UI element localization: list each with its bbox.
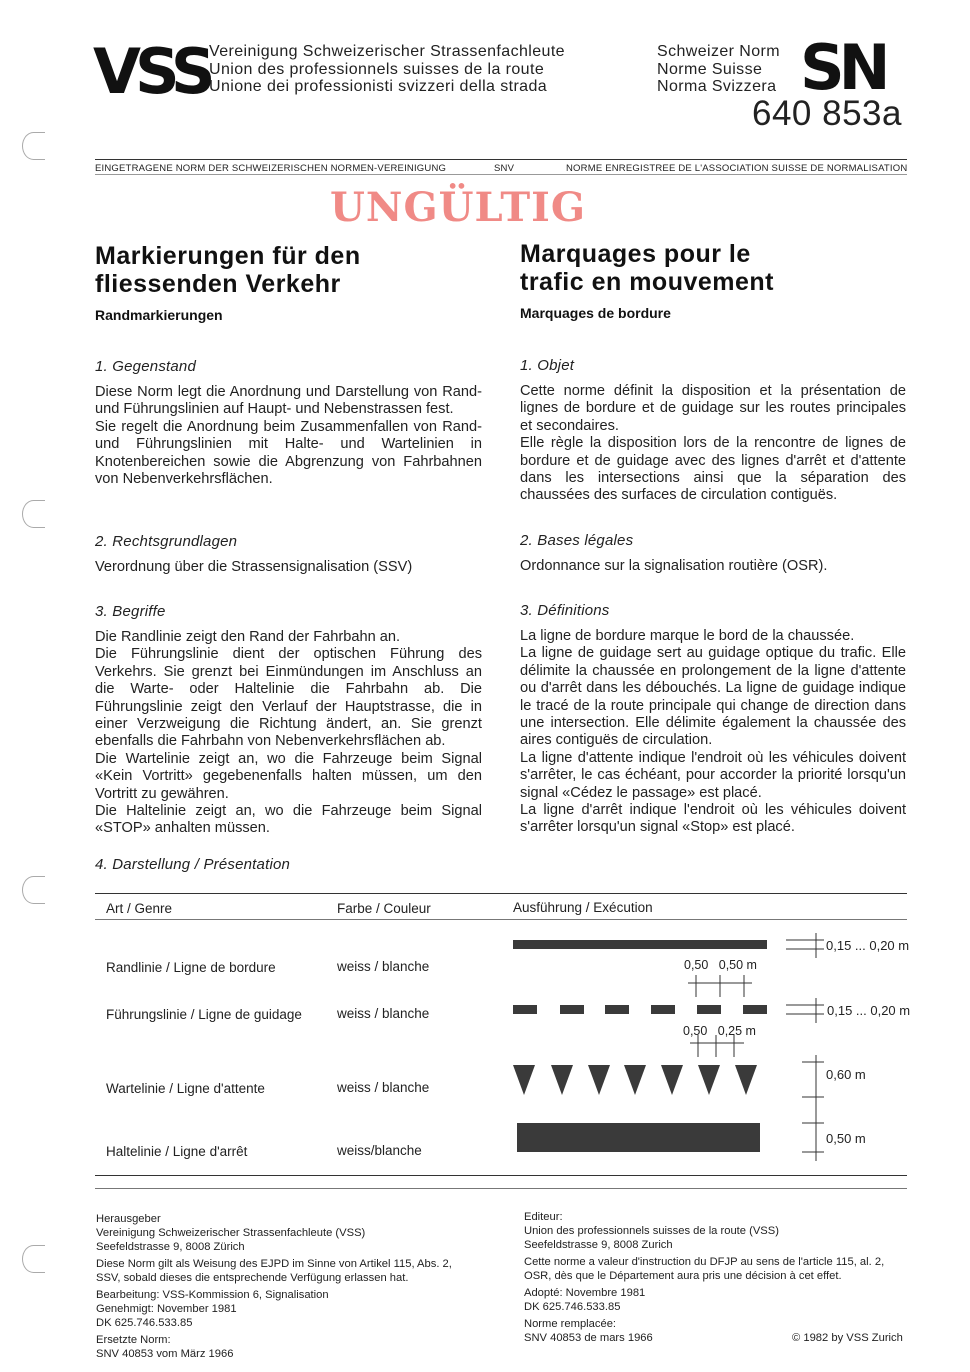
publisher-label: Herausgeber — [96, 1213, 161, 1225]
org-name-it: Unione dei professionisti svizzeri della strada — [209, 78, 548, 95]
dash-spacing-label: 0,50 0,50 m — [684, 958, 757, 972]
snv-label: SNV — [494, 163, 515, 174]
footer-right — [524, 1210, 884, 1345]
section-body — [520, 383, 906, 505]
paragraph: La ligne d'attente indique l'endroit où les véhicules doivent s'arrêter, le cas échéant, pour accorder la priorité lorsqu'un signal «Cédez le passage» est placé. — [520, 749, 906, 801]
header-divider-2 — [95, 174, 907, 175]
punch-hole — [22, 1245, 45, 1273]
section-heading: 4. Darstellung / Présentation — [95, 856, 291, 873]
section-heading: 2. Bases légales — [520, 532, 634, 549]
section-body — [95, 629, 482, 838]
invalid-stamp: UNGÜLTIG — [330, 184, 586, 231]
org-name-de: Vereinigung Schweizerischer Strassenfachleute — [209, 43, 565, 60]
replaced-norm: SNV 40853 de mars 1966 — [524, 1332, 653, 1344]
give-way-line-height: 0,60 m — [826, 1067, 866, 1082]
row-genre: Wartelinie / Ligne d'attente — [106, 1081, 265, 1096]
replaced-label: Ersetzte Norm: — [96, 1334, 171, 1346]
subtitle-de: Randmarkierungen — [95, 307, 223, 323]
table-header-execution: Ausführung / Exécution — [513, 900, 653, 915]
page-title-fr — [520, 240, 906, 296]
paragraph: Cette norme définit la disposition et la présentation de lignes de bordure et de guidage sur les routes principales et secondaires. — [520, 383, 906, 434]
punch-hole — [22, 132, 45, 160]
section-heading: 2. Rechtsgrundlagen — [95, 533, 238, 550]
replaced-norm: SNV 40853 vom März 1966 — [96, 1348, 234, 1360]
row-genre: Haltelinie / Ligne d'arrêt — [106, 1144, 248, 1159]
stop-line-marking — [517, 1123, 760, 1152]
publisher-address: Seefeldstrasse 9, 8008 Zürich — [96, 1241, 245, 1253]
directive-note: OSR, dès que le Département aura pris une décision à cet effet. — [524, 1270, 842, 1282]
row-color: weiss / blanche — [337, 959, 430, 974]
guide-line-marking — [513, 1005, 767, 1014]
norm-name-fr: Norme Suisse — [657, 60, 763, 78]
paragraph: Ordonnance sur la signalisation routière (OSR). — [520, 558, 828, 574]
paragraph: Die Haltelinie zeigt an, wo die Fahrzeuge beim Signal «STOP» anhalten müssen. — [95, 803, 482, 837]
footer-left — [96, 1212, 452, 1361]
paragraph: Die Wartelinie zeigt an, wo die Fahrzeuge beim Signal «Kein Vortritt» gegebenenfalls halten müssen, um den Vortritt zu gewähren. — [95, 750, 482, 802]
organization-names — [209, 43, 565, 96]
norm-name-it: Norma Svizzera — [657, 78, 777, 95]
title-line: Markierungen für den — [95, 242, 361, 270]
row-genre: Führungslinie / Ligne de guidage — [106, 1007, 302, 1022]
table-header-genre: Art / Genre — [106, 901, 173, 916]
row-genre: Randlinie / Ligne de bordure — [106, 960, 276, 975]
title-line: fliessenden Verkehr — [95, 270, 341, 298]
footer-rule — [95, 1188, 907, 1189]
subtitle-fr: Marquages de bordure — [520, 305, 671, 321]
publisher-name: Union des professionnels suisses de la route (VSS) — [524, 1225, 779, 1237]
sn-logo: SN — [800, 31, 885, 104]
title-line: trafic en mouvement — [520, 268, 775, 296]
table-header-rule — [95, 919, 907, 920]
section-heading: 3. Begriffe — [95, 603, 166, 620]
registered-norm-de: EINGETRAGENE NORM DER SCHWEIZERISCHEN NORMEN-VEREINIGUNG — [95, 163, 447, 174]
directive-note: SSV, sobald dieses die entsprechende Verfügung erlassen hat. — [96, 1272, 409, 1284]
norm-number: 640 853a — [752, 94, 902, 133]
paragraph: Die Randlinie zeigt den Rand der Fahrbahn an. — [95, 629, 401, 645]
punch-hole — [22, 876, 45, 904]
section-body — [95, 384, 482, 488]
section-heading: 3. Définitions — [520, 602, 610, 619]
give-way-line-marking — [513, 1065, 757, 1095]
paragraph: Sie regelt die Anordnung beim Zusammenfallen von Rand- und Führungslinien mit Halte- und Wartelinien in Knotenbereichen sowie die Abgrenzung von Fahrbahnen von Nebenverkehrsflächen. — [95, 418, 482, 488]
table-bottom-rule — [95, 1175, 907, 1176]
table-top-rule — [95, 893, 907, 894]
section-body — [520, 558, 906, 575]
paragraph: Verordnung über die Strassensignalisation (SSV) — [95, 559, 413, 575]
adopted-date: Adopté: Novembre 1981 — [524, 1287, 646, 1299]
dk-number: DK 625.746.533.85 — [96, 1317, 193, 1329]
publisher-address: Seefeldstrasse 9, 8008 Zurich — [524, 1239, 673, 1251]
paragraph: La ligne d'arrêt indique l'endroit où les véhicules doivent s'arrêter lorsqu'un signal «Stop» est placé. — [520, 802, 906, 836]
title-line: Marquages pour le — [520, 240, 751, 268]
copyright: © 1982 by VSS Zurich — [792, 1332, 903, 1344]
norm-names — [657, 43, 780, 96]
triangle-spacing-label: 0,50 0,25 m — [683, 1024, 756, 1038]
row-color: weiss / blanche — [337, 1080, 430, 1095]
replaced-label: Norme remplacée: — [524, 1318, 617, 1330]
directive-note: Diese Norm gilt als Weisung des EJPD im Sinne von Artikel 115, Abs. 2, — [96, 1258, 452, 1270]
section-heading: 1. Objet — [520, 357, 575, 374]
publisher-name: Vereinigung Schweizerischer Strassenfachleute (VSS) — [96, 1227, 366, 1239]
section-body — [95, 559, 482, 576]
paragraph: La ligne de bordure marque le bord de la chaussée. — [520, 628, 855, 644]
prepared-by: Bearbeitung: VSS-Kommission 6, Signalisation — [96, 1289, 329, 1301]
stop-line-height: 0,50 m — [826, 1131, 866, 1146]
table-header-color: Farbe / Couleur — [337, 901, 431, 916]
vss-logo: VSS — [93, 35, 210, 108]
paragraph: Die Führungslinie dient der optischen Führung des Verkehrs. Sie grenzt bei Einmündungen im Anschluss an die Warte- oder Haltelinie die Fahrbahn ab. Die Führungslinie zeigt den Verlauf der Hauptstrasse, die in einer Verzweigung die Richtung ändert, an. Sie grenzt ebenfalls die Fahrbahn von Nebenverkehrsflächen ab. — [95, 646, 482, 750]
row-color: weiss / blanche — [337, 1006, 430, 1021]
section-body — [520, 628, 906, 837]
guide-line-width: 0,15 ... 0,20 m — [827, 1003, 911, 1018]
paragraph: Diese Norm legt die Anordnung und Darstellung von Rand- und Führungslinien auf Haupt- und Nebenstrassen fest. — [95, 384, 482, 418]
publisher-label: Editeur: — [524, 1211, 563, 1223]
paragraph: Elle règle la disposition lors de la rencontre de lignes de bordure et de guidage avec des lignes d'arrêt et d'attente dans les intersections ainsi que la séparation des chaussées des surfaces de circulation contiguës. — [520, 435, 906, 504]
edge-line-marking — [513, 940, 767, 949]
header-divider — [95, 159, 907, 160]
org-name-fr: Union des professionnels suisses de la route — [209, 60, 545, 78]
directive-note: Cette norme a valeur d'instruction du DFJP au sens de l'article 115, al. 2, — [524, 1256, 885, 1268]
section-heading: 1. Gegenstand — [95, 358, 197, 375]
dk-number: DK 625.746.533.85 — [524, 1301, 621, 1313]
approved-date: Genehmigt: November 1981 — [96, 1303, 237, 1315]
row-color: weiss/blanche — [337, 1143, 422, 1158]
norm-name-de: Schweizer Norm — [657, 43, 780, 60]
edge-line-width: 0,15 ... 0,20 m — [826, 938, 910, 953]
page-title-de — [95, 242, 482, 298]
paragraph: La ligne de guidage sert au guidage optique du trafic. Elle délimite la chaussée en prolongement de la ligne d'attente ou d'arrêt dans les débouchés. La ligne de guidage indique le tracé de la route principale qui change de direction dans une intersection. Elle délimite également la chaussée des aires contiguës de circulation. — [520, 645, 906, 749]
registered-norm-fr: NORME ENREGISTREE DE L'ASSOCIATION SUISSE DE NORMALISATION — [566, 163, 908, 174]
punch-hole — [22, 500, 45, 528]
